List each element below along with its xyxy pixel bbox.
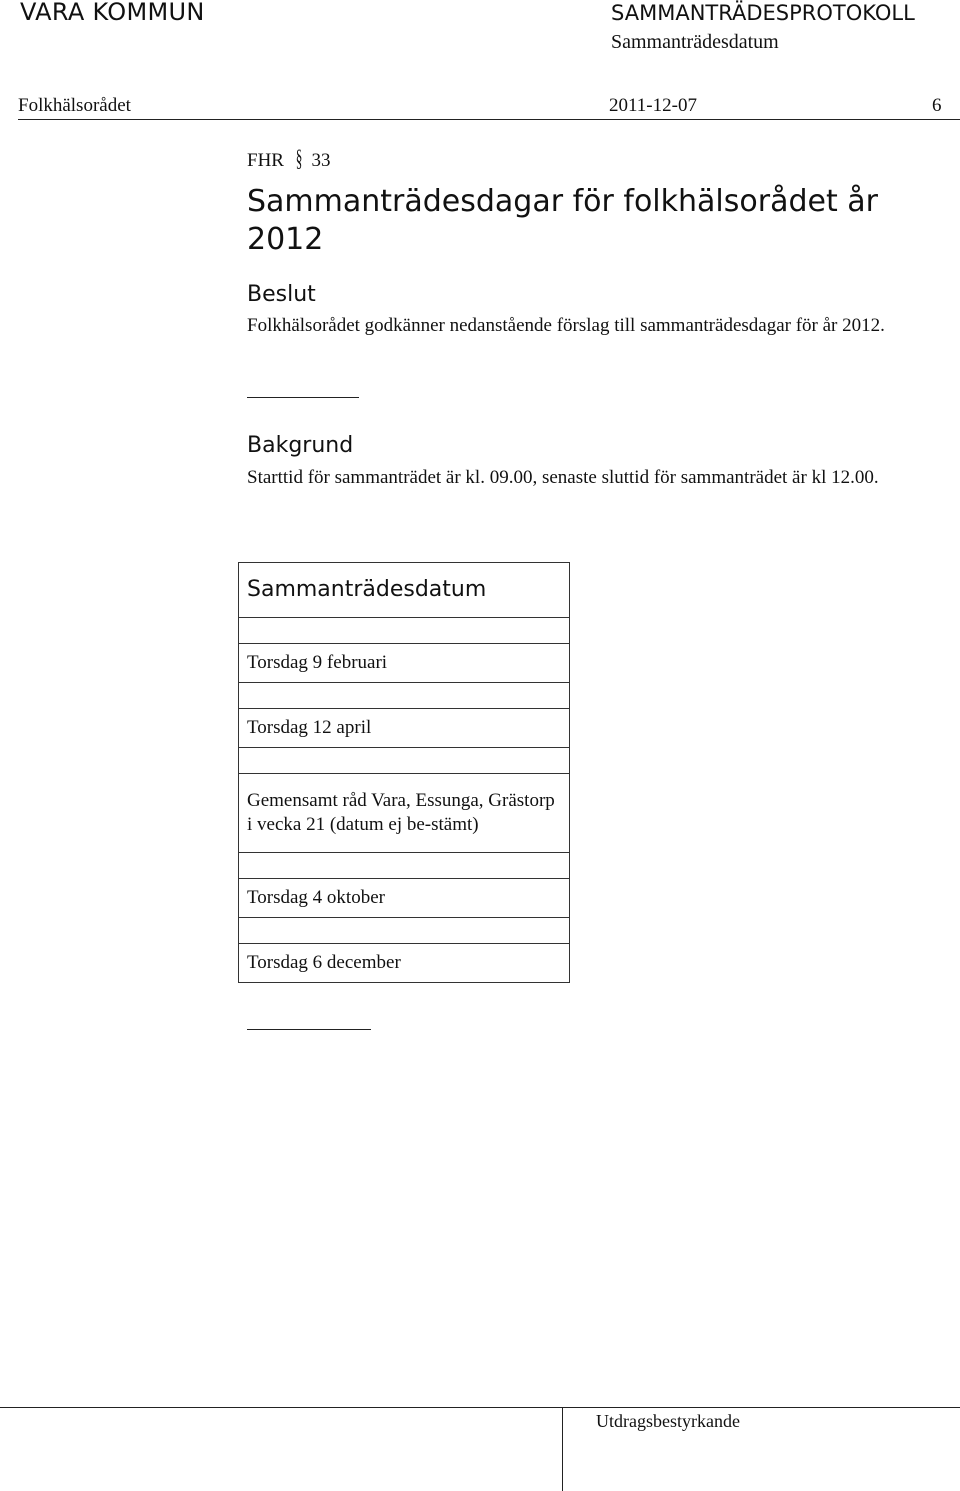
page-header-row: [18, 94, 958, 120]
document-type: SAMMANTRÄDESPROTOKOLL: [611, 1, 915, 25]
organization-name: VARA KOMMUN: [20, 0, 205, 26]
spacer-row: [239, 683, 570, 709]
table-row: [239, 709, 570, 748]
decision-end-rule: [247, 397, 359, 398]
page-number: 6: [932, 95, 942, 116]
spacer-row: [239, 853, 570, 879]
date-label: Sammanträdesdatum: [611, 31, 779, 53]
meeting-date: 2011-12-07: [609, 95, 697, 116]
table-row: [239, 879, 570, 918]
header-divider: [18, 119, 960, 120]
page-title: Sammanträdesdagar för folkhälsorådet år 2012: [247, 184, 878, 257]
background-heading: Bakgrund: [247, 433, 354, 458]
footer-column-divider: [562, 1407, 563, 1491]
table-header: Sammanträdesdatum: [239, 563, 570, 618]
section-num: 33: [311, 150, 331, 171]
footer-label: Utdragsbestyrkande: [596, 1411, 740, 1431]
section-prefix: FHR: [247, 150, 284, 171]
table-header-row: [239, 563, 570, 618]
background-text: Starttid för sammanträdet är kl. 09.00, senaste sluttid för sammanträdet är kl 12.00.: [247, 467, 879, 488]
committee-name: Folkhälsorådet: [18, 95, 131, 116]
table-row: [239, 644, 570, 683]
spacer-row: [239, 748, 570, 774]
table-row: [239, 944, 570, 983]
table-row: [239, 774, 570, 853]
date-cell: Torsdag 4 oktober: [239, 879, 570, 918]
section-end-rule: [247, 1029, 371, 1030]
paragraph-sign: §: [295, 146, 303, 172]
decision-text: Folkhälsorådet godkänner nedanstående förslag till sammanträdesdagar för år 2012.: [247, 315, 885, 336]
date-cell: Torsdag 12 april: [239, 709, 570, 748]
spacer-row: [239, 618, 570, 644]
decision-heading: Beslut: [247, 282, 316, 307]
meeting-dates-table: [238, 562, 570, 983]
spacer-row: [239, 918, 570, 944]
date-cell: Torsdag 6 december: [239, 944, 570, 983]
footer-divider: [0, 1407, 960, 1408]
date-cell: Gemensamt råd Vara, Essunga, Grästorp i vecka 21 (datum ej be-stämt): [239, 774, 570, 853]
section-number: [247, 147, 330, 173]
date-cell: Torsdag 9 februari: [239, 644, 570, 683]
